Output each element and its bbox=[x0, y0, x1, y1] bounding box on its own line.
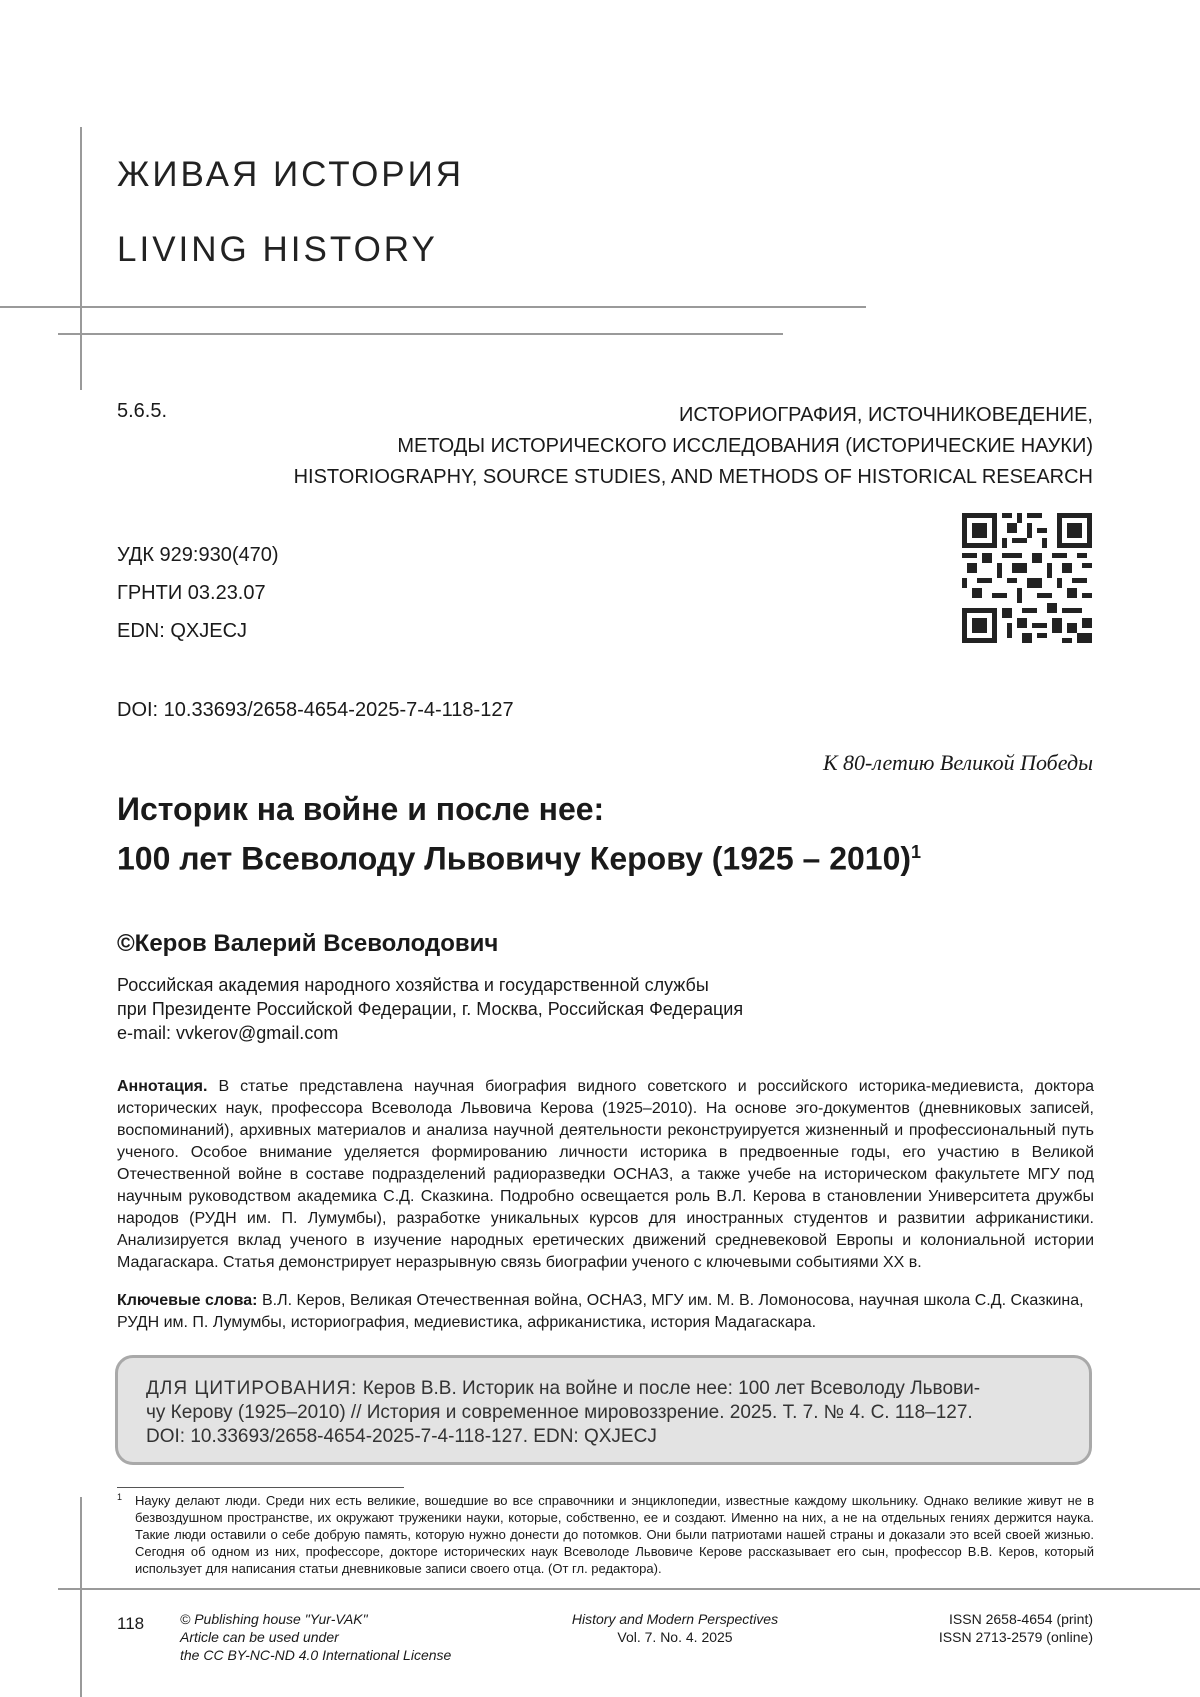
doi: DOI: 10.33693/2658-4654-2025-7-4-118-127 bbox=[117, 699, 514, 721]
citation-line-1-text: Керов В.В. Историк на войне и после нее: 100 лет Всеволоду Львови- bbox=[362, 1378, 981, 1399]
rubric-heading bbox=[193, 400, 1093, 493]
keywords-label: Ключевые слова: bbox=[117, 1292, 258, 1309]
issn-info bbox=[939, 1610, 1093, 1646]
publisher-line-3: the CC BY-NC-ND 4.0 International License bbox=[180, 1647, 452, 1663]
rubric-line-3: HISTORIOGRAPHY, SOURCE STUDIES, AND METHODS OF HISTORICAL RESEARCH bbox=[293, 466, 1093, 488]
footnote-number: 1 bbox=[117, 1492, 123, 1502]
author-affiliation bbox=[117, 973, 743, 1045]
journal-title: History and Modern Perspectives bbox=[571, 1611, 779, 1627]
footnote-text: Науку делают люди. Среди них есть великие, вошедшие во все справочники и энциклопедии, известные каждому школьнику. Однако великие живут не в безвоздушном пространстве, их окружают труженики науки, которые, собственно, ее и создают. Именно на них, а не на отдельных гениях держится наука. Такие люди оставили о себе добрую память, которую нужно донести до потомков. Они были патриотами нашей страны и доказали это всей своей жизнью. Сегодня об одном из них, профессоре, докторе исторических наук Всеволоде Львовиче Керове рассказывает его сын, профессор В.В. Керов, который использует для написания статьи дневниковые записи своего отца. (От гл. редактора). bbox=[135, 1493, 1094, 1576]
header-horizontal-rule-top bbox=[0, 306, 866, 308]
dedication: К 80-летию Великой Победы bbox=[822, 750, 1093, 775]
footnote bbox=[117, 1492, 1094, 1577]
article-title-line-2 bbox=[117, 831, 1097, 881]
udk: УДК 929:930(470) bbox=[117, 544, 279, 566]
citation-line-3: DOI: 10.33693/2658-4654-2025-7-4-118-127. EDN: QXJECJ bbox=[146, 1426, 657, 1447]
rubric-code: 5.6.5. bbox=[117, 400, 168, 422]
abstract-text: В статье представлена научная биография видного советского и российского историка-медиевиста, доктора исторических наук, профессора Всеволода Львовича Керова (1925–2010). На основе эго-документов (дневниковых записей, воспоминаний), архивных материалов и анализа научной деятельности реконструируется жизненный и профессиональный путь ученого. Особое внимание уделяется формированию личности историка в предвоенные годы, его участию в Великой Отечественной войне в составе подразделений радиоразведки ОСНАЗ, а также учебе на историческом факультете МГУ под научным руководством академика С.Д. Сказкина. Подробно освещается роль В.Л. Керова в становлении Университета дружбы народов (РУДН им. П. Лумумбы), разработке уникальных курсов для иностранных студентов и развитии африканистики. Анализируется вклад ученого в изучение народных еретических движений средневековой Европы и колониальной истории Мадагаскара. Статья демонстрирует неразрывную связь биографии ученого с ключевыми событиями XX в. bbox=[117, 1078, 1094, 1271]
citation-label: ДЛЯ ЦИТИРОВАНИЯ: bbox=[146, 1378, 358, 1399]
section-title-ru: ЖИВАЯ ИСТОРИЯ bbox=[117, 155, 465, 194]
keywords bbox=[117, 1290, 1094, 1334]
issn-print: ISSN 2658-4654 (print) bbox=[949, 1611, 1093, 1627]
affiliation-line-1: Российская академия народного хозяйства и государственной службы bbox=[117, 975, 709, 995]
publisher-info bbox=[180, 1610, 451, 1664]
article-title-line-2-text: 100 лет Всеволоду Львовичу Керову (1925 – 2010) bbox=[117, 840, 912, 877]
affiliation-line-2: при Президенте Российской Федерации, г. Москва, Российская Федерация bbox=[117, 999, 744, 1019]
author-name: ©Керов Валерий Всеволодович bbox=[117, 930, 499, 957]
article-title-line-1: Историк на войне и после нее: bbox=[117, 791, 605, 827]
rubric-line-2: МЕТОДЫ ИСТОРИЧЕСКОГО ИССЛЕДОВАНИЯ (ИСТОРИЧЕСКИЕ НАУКИ) bbox=[397, 435, 1093, 457]
publisher-line-2: Article can be used under bbox=[180, 1629, 339, 1645]
header-vertical-rule bbox=[80, 127, 82, 390]
footnote-rule bbox=[117, 1487, 404, 1488]
abstract bbox=[117, 1076, 1094, 1274]
citation-box bbox=[115, 1355, 1092, 1465]
edn: EDN: QXJECJ bbox=[117, 620, 248, 642]
section-title-en: LIVING HISTORY bbox=[117, 230, 438, 269]
abstract-label: Аннотация. bbox=[117, 1078, 208, 1095]
issn-online: ISSN 2713-2579 (online) bbox=[938, 1629, 1093, 1645]
header-horizontal-rule-bottom bbox=[58, 333, 783, 335]
journal-issue: Vol. 7. No. 4. 2025 bbox=[617, 1629, 733, 1645]
title-footnote-mark[interactable]: 1 bbox=[911, 842, 922, 862]
citation-line-1 bbox=[146, 1377, 1061, 1401]
grnti: ГРНТИ 03.23.07 bbox=[117, 582, 266, 604]
qr-code-icon[interactable] bbox=[962, 513, 1092, 643]
author-email[interactable]: e-mail: vvkerov@gmail.com bbox=[117, 1023, 339, 1043]
footer-horizontal-rule bbox=[58, 1588, 1200, 1590]
article-title bbox=[117, 788, 1097, 881]
rubric-line-1: ИСТОРИОГРАФИЯ, ИСТОЧНИКОВЕДЕНИЕ, bbox=[679, 404, 1093, 426]
publisher-line-1: © Publishing house "Yur-VAK" bbox=[180, 1611, 368, 1627]
footer-vertical-rule bbox=[80, 1497, 82, 1697]
citation-line-2: чу Керову (1925–2010) // История и современное мировоззрение. 2025. Т. 7. № 4. С. 118–127. bbox=[146, 1402, 973, 1423]
page-number: 118 bbox=[117, 1614, 145, 1633]
journal-info bbox=[540, 1610, 810, 1646]
keywords-text: В.Л. Керов, Великая Отечественная война, ОСНАЗ, МГУ им. М. В. Ломоносова, научная школа С.Д. Сказкина, РУДН им. П. Лумумбы, историография, медиевистика, африканистика, история Мадагаскара. bbox=[117, 1292, 1084, 1331]
